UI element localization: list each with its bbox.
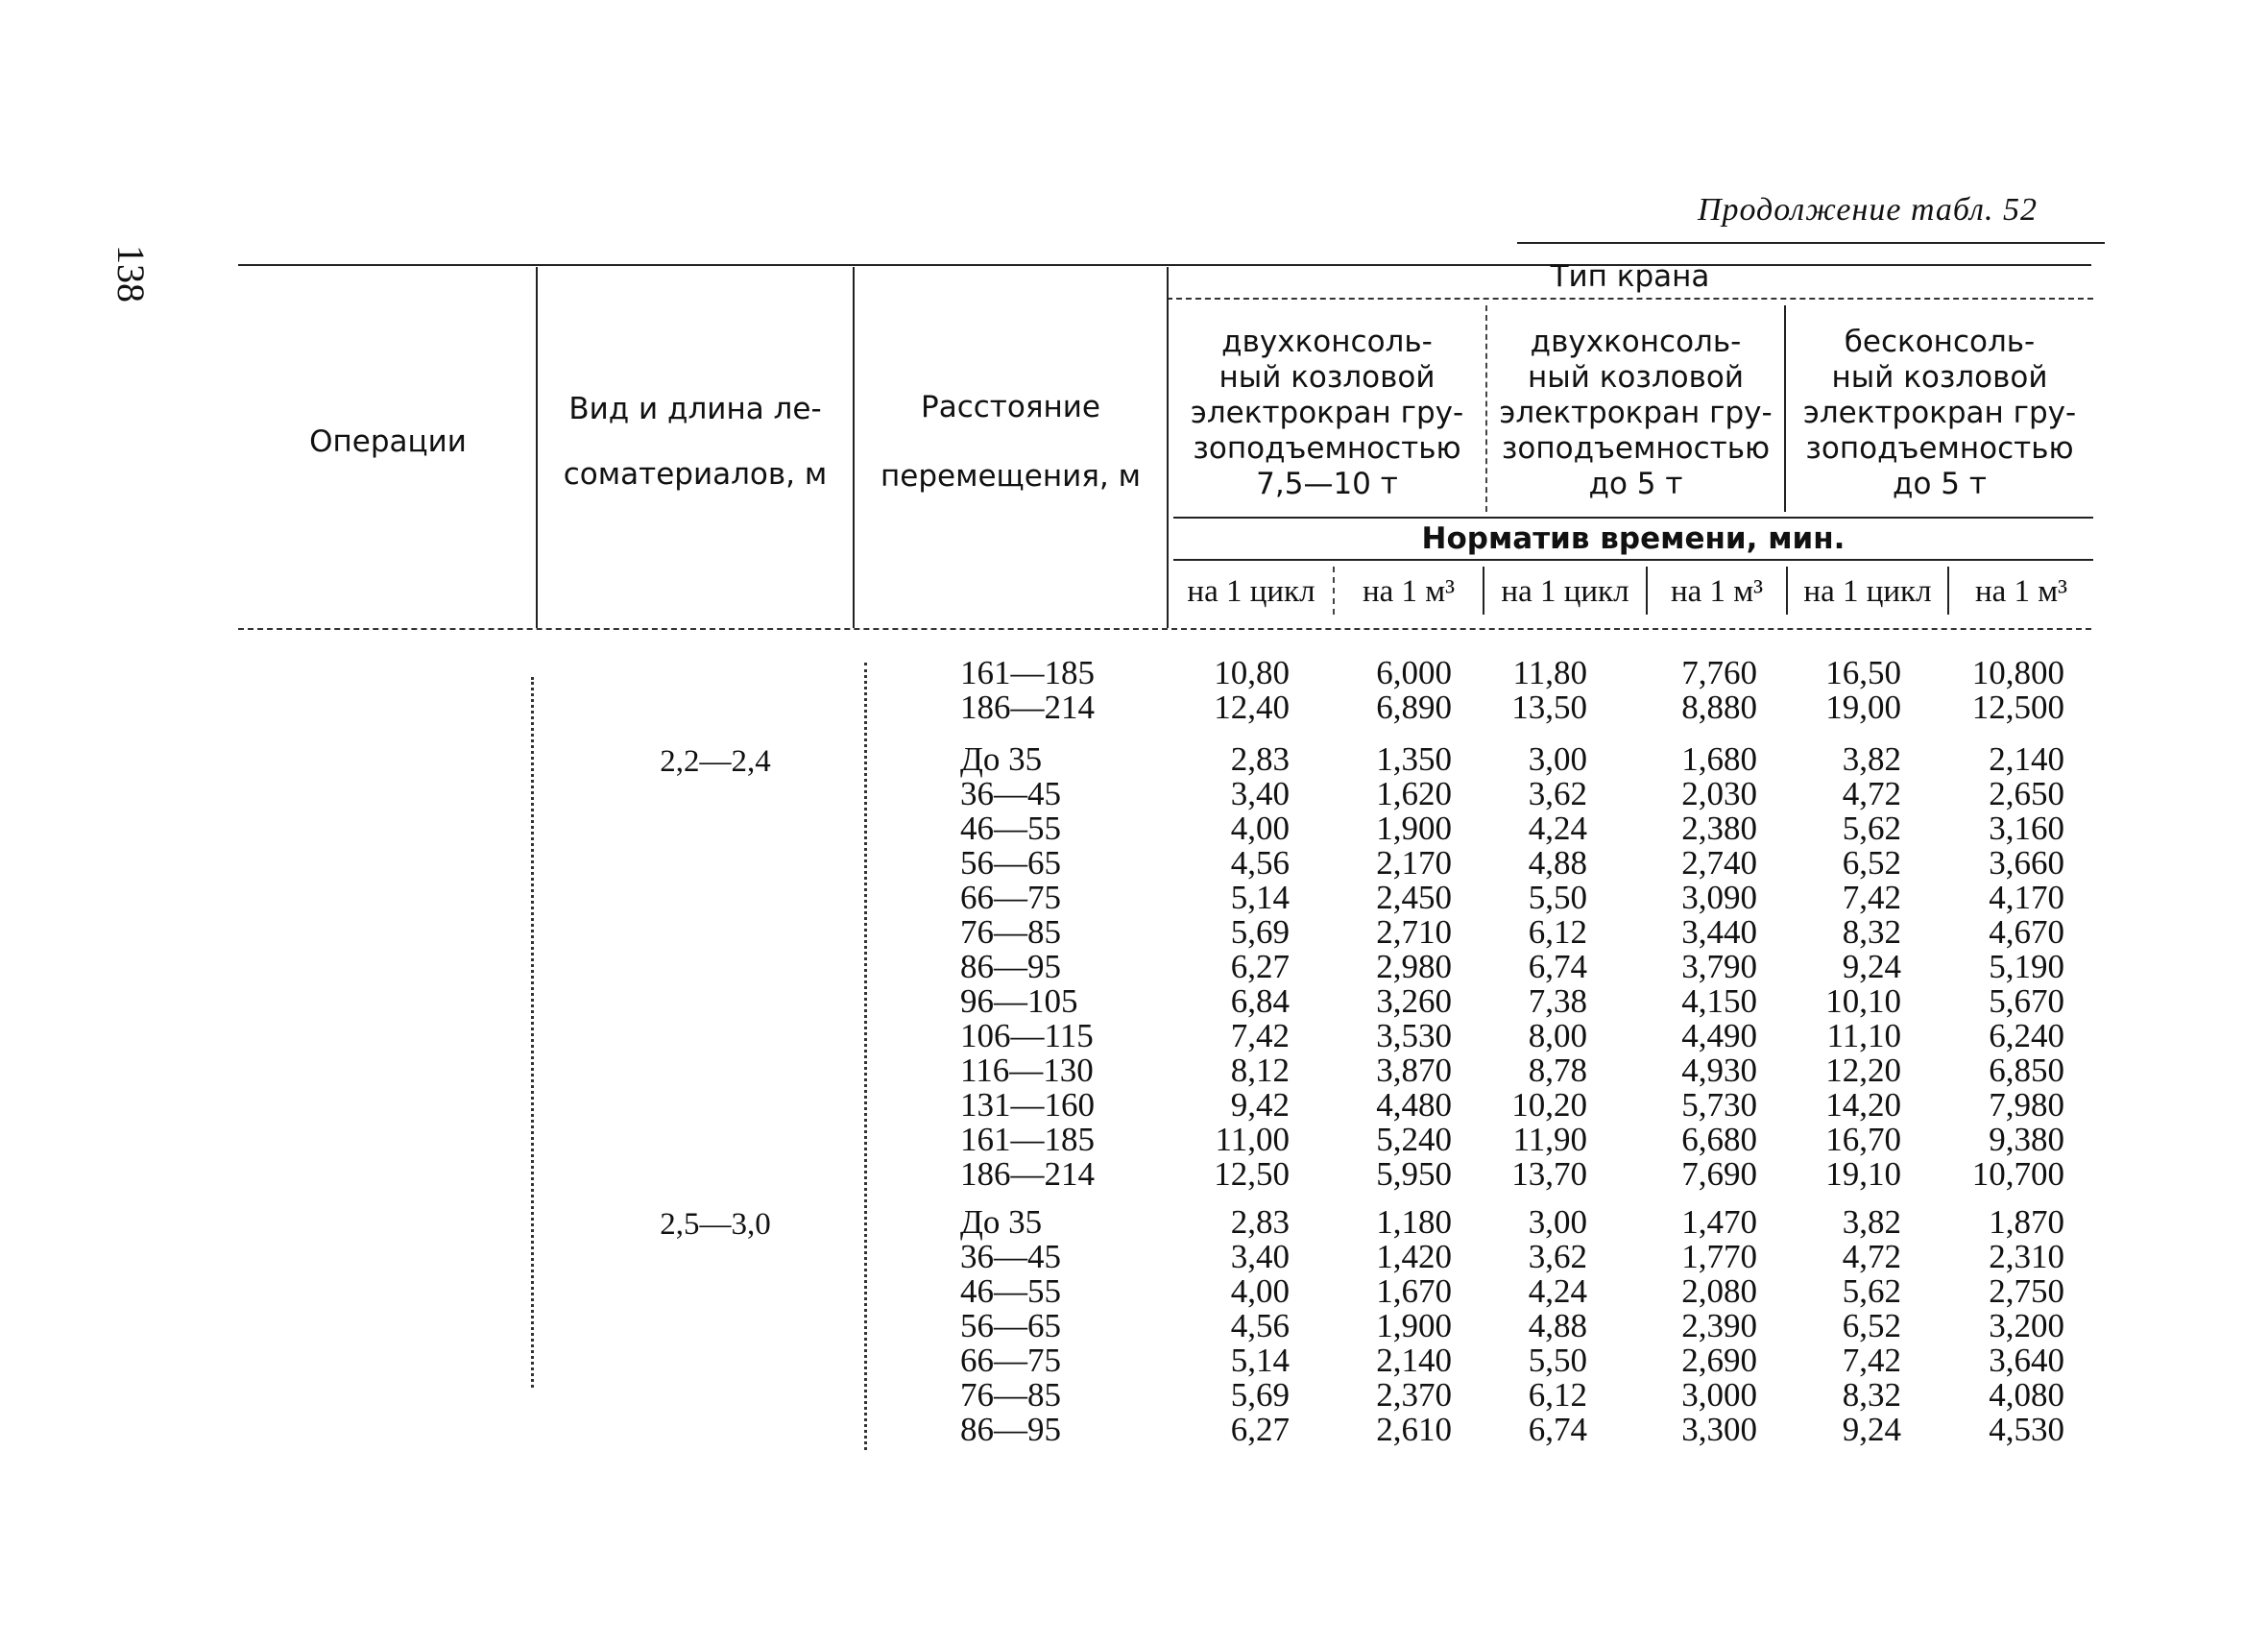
cell-m3-1: 2,370 bbox=[1376, 1376, 1452, 1414]
cell-m3-2: 1,770 bbox=[1681, 1238, 1757, 1275]
cell-cycle-1: 4,56 bbox=[1230, 1307, 1290, 1344]
cell-cycle-3: 4,72 bbox=[1842, 1238, 1901, 1275]
cell-m3-2: 3,300 bbox=[1681, 1411, 1757, 1448]
cell-cycle-2: 5,50 bbox=[1528, 879, 1587, 916]
cell-cycle-2: 6,74 bbox=[1528, 948, 1587, 985]
cell-cycle-1: 3,40 bbox=[1230, 775, 1290, 812]
cell-cycle-3: 7,42 bbox=[1842, 1342, 1901, 1379]
cell-cycle-3: 8,32 bbox=[1842, 1376, 1901, 1414]
cell-m3-3: 2,140 bbox=[1989, 740, 2064, 778]
cell-m3-3: 5,670 bbox=[1989, 982, 2064, 1020]
cell-cycle-1: 6,27 bbox=[1230, 1411, 1290, 1448]
header-operations: Операции bbox=[309, 423, 467, 459]
norm-bottom-rule bbox=[1173, 559, 2093, 561]
cell-cycle-1: 3,40 bbox=[1230, 1238, 1290, 1275]
cell-cycle-2: 4,24 bbox=[1528, 810, 1587, 847]
crane-type-rule bbox=[1167, 298, 2093, 300]
cell-cycle-2: 8,78 bbox=[1528, 1052, 1587, 1089]
cell-m3-1: 1,620 bbox=[1376, 775, 1452, 812]
cell-distance: 76—85 bbox=[960, 1376, 1061, 1414]
cell-m3-2: 1,470 bbox=[1681, 1203, 1757, 1241]
cell-distance: 56—65 bbox=[960, 844, 1061, 882]
header-cycle-1: на 1 цикл bbox=[1187, 573, 1315, 609]
cell-cycle-2: 8,00 bbox=[1528, 1017, 1587, 1054]
cell-m3-3: 4,080 bbox=[1989, 1376, 2064, 1414]
group-length-label: 2,2—2,4 bbox=[660, 744, 771, 779]
caption-rule bbox=[1517, 242, 2105, 244]
crane-1-line1: двухконсоль- bbox=[1221, 324, 1433, 359]
cell-cycle-3: 9,24 bbox=[1842, 948, 1901, 985]
cell-distance: До 35 bbox=[960, 740, 1043, 778]
header-material bbox=[538, 379, 853, 504]
cell-cycle-1: 12,40 bbox=[1214, 689, 1290, 726]
header-material-line1: Вид и длина ле- bbox=[568, 392, 822, 426]
header-distance-line1: Расстояние bbox=[921, 390, 1100, 424]
cell-cycle-1: 5,69 bbox=[1230, 913, 1290, 951]
norm-top-rule bbox=[1173, 517, 2093, 519]
cell-cycle-2: 6,12 bbox=[1528, 913, 1587, 951]
cell-m3-1: 2,710 bbox=[1376, 913, 1452, 951]
cell-m3-3: 4,530 bbox=[1989, 1411, 2064, 1448]
cell-m3-1: 6,890 bbox=[1376, 689, 1452, 726]
cell-cycle-2: 3,00 bbox=[1528, 740, 1587, 778]
cell-m3-1: 3,530 bbox=[1376, 1017, 1452, 1054]
cell-m3-1: 1,900 bbox=[1376, 810, 1452, 847]
header-m3-2: на 1 м³ bbox=[1670, 573, 1764, 609]
cell-m3-2: 8,880 bbox=[1681, 689, 1757, 726]
cell-m3-1: 1,670 bbox=[1376, 1272, 1452, 1310]
cell-m3-1: 4,480 bbox=[1376, 1086, 1452, 1124]
cell-cycle-1: 5,14 bbox=[1230, 879, 1290, 916]
cell-m3-1: 3,870 bbox=[1376, 1052, 1452, 1089]
cell-cycle-1: 6,84 bbox=[1230, 982, 1290, 1020]
cell-m3-2: 2,030 bbox=[1681, 775, 1757, 812]
cell-distance: 186—214 bbox=[960, 1155, 1095, 1193]
cell-cycle-1: 4,00 bbox=[1230, 810, 1290, 847]
cell-distance: 36—45 bbox=[960, 775, 1061, 812]
cell-distance: 131—160 bbox=[960, 1086, 1095, 1124]
cell-cycle-3: 7,42 bbox=[1842, 879, 1901, 916]
cell-cycle-2: 5,50 bbox=[1528, 1342, 1587, 1379]
cell-cycle-2: 7,38 bbox=[1528, 982, 1587, 1020]
crane-3-line4: зоподъемностью bbox=[1805, 430, 2074, 466]
cell-distance: 96—105 bbox=[960, 982, 1078, 1020]
crane-1-line3: электрокран гру- bbox=[1190, 395, 1464, 430]
header-bottom-rule bbox=[238, 628, 2091, 630]
cell-cycle-1: 2,83 bbox=[1230, 1203, 1290, 1241]
cell-cycle-1: 4,00 bbox=[1230, 1272, 1290, 1310]
body-divider-2 bbox=[864, 663, 867, 1450]
cell-cycle-3: 14,20 bbox=[1825, 1086, 1901, 1124]
cell-distance: 46—55 bbox=[960, 1272, 1061, 1310]
cell-m3-2: 4,930 bbox=[1681, 1052, 1757, 1089]
header-material-line2: соматериалов, м bbox=[563, 457, 828, 492]
cell-cycle-2: 11,90 bbox=[1512, 1121, 1587, 1158]
cell-cycle-1: 7,42 bbox=[1230, 1017, 1290, 1054]
cell-cycle-3: 10,10 bbox=[1825, 982, 1901, 1020]
cell-cycle-2: 10,20 bbox=[1511, 1086, 1587, 1124]
header-m3-1: на 1 м³ bbox=[1362, 573, 1456, 609]
cell-m3-3: 3,640 bbox=[1989, 1342, 2064, 1379]
cell-m3-1: 2,170 bbox=[1376, 844, 1452, 882]
cell-m3-3: 10,700 bbox=[1971, 1155, 2064, 1193]
crane-2-line1: двухконсоль- bbox=[1530, 324, 1742, 359]
cell-cycle-3: 6,52 bbox=[1842, 1307, 1901, 1344]
header-cycle-3: на 1 цикл bbox=[1803, 573, 1932, 609]
header-crane-type: Тип крана bbox=[1550, 258, 1710, 294]
cell-cycle-3: 4,72 bbox=[1842, 775, 1901, 812]
cell-cycle-3: 16,50 bbox=[1825, 654, 1901, 691]
cell-cycle-3: 6,52 bbox=[1842, 844, 1901, 882]
cell-m3-3: 2,750 bbox=[1989, 1272, 2064, 1310]
cell-cycle-2: 3,62 bbox=[1528, 775, 1587, 812]
cell-cycle-3: 3,82 bbox=[1842, 740, 1901, 778]
cell-cycle-3: 8,32 bbox=[1842, 913, 1901, 951]
cell-m3-1: 1,900 bbox=[1376, 1307, 1452, 1344]
cell-cycle-2: 13,70 bbox=[1511, 1155, 1587, 1193]
cell-distance: 46—55 bbox=[960, 810, 1061, 847]
cell-m3-3: 12,500 bbox=[1971, 689, 2064, 726]
cell-m3-3: 3,200 bbox=[1989, 1307, 2064, 1344]
header-crane-2 bbox=[1487, 322, 1784, 504]
cell-m3-3: 6,240 bbox=[1989, 1017, 2064, 1054]
crane-3-line2: ный козловой bbox=[1831, 359, 2048, 395]
crane-2-line3: электрокран гру- bbox=[1499, 395, 1773, 430]
cell-cycle-2: 6,12 bbox=[1528, 1376, 1587, 1414]
cell-cycle-1: 8,12 bbox=[1230, 1052, 1290, 1089]
cell-m3-2: 3,790 bbox=[1681, 948, 1757, 985]
cell-m3-1: 2,450 bbox=[1376, 879, 1452, 916]
cell-m3-2: 7,760 bbox=[1681, 654, 1757, 691]
cell-distance: 161—185 bbox=[960, 654, 1095, 691]
cell-cycle-3: 12,20 bbox=[1825, 1052, 1901, 1089]
cell-cycle-3: 5,62 bbox=[1842, 810, 1901, 847]
cell-m3-2: 2,080 bbox=[1681, 1272, 1757, 1310]
body-divider-1 bbox=[531, 677, 534, 1388]
cell-cycle-1: 5,14 bbox=[1230, 1342, 1290, 1379]
cell-cycle-1: 9,42 bbox=[1230, 1086, 1290, 1124]
cell-cycle-1: 11,00 bbox=[1215, 1121, 1290, 1158]
cell-m3-1: 1,180 bbox=[1376, 1203, 1452, 1241]
cell-m3-2: 2,380 bbox=[1681, 810, 1757, 847]
header-norm: Норматив времени, мин. bbox=[1421, 520, 1846, 556]
cell-distance: 86—95 bbox=[960, 948, 1061, 985]
group-length-label: 2,5—3,0 bbox=[660, 1207, 771, 1242]
cell-m3-3: 2,650 bbox=[1989, 775, 2064, 812]
cell-m3-2: 7,690 bbox=[1681, 1155, 1757, 1193]
cell-m3-2: 2,740 bbox=[1681, 844, 1757, 882]
cell-cycle-3: 3,82 bbox=[1842, 1203, 1901, 1241]
cell-cycle-2: 6,74 bbox=[1528, 1411, 1587, 1448]
cell-cycle-2: 3,62 bbox=[1528, 1238, 1587, 1275]
crane-3-line3: электрокран гру- bbox=[1802, 395, 2077, 430]
cell-m3-1: 1,420 bbox=[1376, 1238, 1452, 1275]
cell-cycle-2: 4,88 bbox=[1528, 844, 1587, 882]
cell-m3-1: 2,980 bbox=[1376, 948, 1452, 985]
crane-3-line1: бесконсоль- bbox=[1844, 324, 2036, 359]
cell-cycle-2: 4,24 bbox=[1528, 1272, 1587, 1310]
cell-cycle-1: 6,27 bbox=[1230, 948, 1290, 985]
page-number: 138 bbox=[109, 245, 153, 302]
crane-1-line5: 7,5—10 т bbox=[1256, 466, 1398, 501]
header-m3-3: на 1 м³ bbox=[1974, 573, 2068, 609]
cell-m3-1: 2,140 bbox=[1376, 1342, 1452, 1379]
cell-distance: 36—45 bbox=[960, 1238, 1061, 1275]
cell-m3-3: 9,380 bbox=[1989, 1121, 2064, 1158]
cell-m3-2: 4,490 bbox=[1681, 1017, 1757, 1054]
cell-cycle-1: 12,50 bbox=[1214, 1155, 1290, 1193]
cell-m3-2: 2,690 bbox=[1681, 1342, 1757, 1379]
cell-distance: 106—115 bbox=[960, 1017, 1094, 1054]
cell-m3-2: 4,150 bbox=[1681, 982, 1757, 1020]
cell-m3-1: 5,950 bbox=[1376, 1155, 1452, 1193]
cell-m3-2: 3,090 bbox=[1681, 879, 1757, 916]
cell-m3-3: 6,850 bbox=[1989, 1052, 2064, 1089]
cell-cycle-2: 3,00 bbox=[1528, 1203, 1587, 1241]
header-distance-line2: перемещения, м bbox=[881, 459, 1141, 494]
cell-distance: 116—130 bbox=[960, 1052, 1094, 1089]
cell-cycle-1: 10,80 bbox=[1214, 654, 1290, 691]
header-crane-3 bbox=[1786, 322, 2093, 504]
cell-cycle-3: 9,24 bbox=[1842, 1411, 1901, 1448]
cell-m3-3: 2,310 bbox=[1989, 1238, 2064, 1275]
cell-m3-2: 3,000 bbox=[1681, 1376, 1757, 1414]
cell-m3-3: 4,670 bbox=[1989, 913, 2064, 951]
cell-distance: 86—95 bbox=[960, 1411, 1061, 1448]
cell-cycle-2: 4,88 bbox=[1528, 1307, 1587, 1344]
cell-distance: 161—185 bbox=[960, 1121, 1095, 1158]
cell-m3-3: 10,800 bbox=[1971, 654, 2064, 691]
table-caption: Продолжение табл. 52 bbox=[1697, 192, 2038, 228]
cell-m3-3: 3,160 bbox=[1989, 810, 2064, 847]
header-cycle-2: на 1 цикл bbox=[1501, 573, 1629, 609]
cell-m3-3: 7,980 bbox=[1989, 1086, 2064, 1124]
crane-1-line2: ный козловой bbox=[1218, 359, 1436, 395]
cell-m3-2: 3,440 bbox=[1681, 913, 1757, 951]
crane-2-line2: ный козловой bbox=[1527, 359, 1745, 395]
cell-distance: 186—214 bbox=[960, 689, 1095, 726]
cell-m3-2: 1,680 bbox=[1681, 740, 1757, 778]
cell-m3-2: 2,390 bbox=[1681, 1307, 1757, 1344]
cell-cycle-3: 5,62 bbox=[1842, 1272, 1901, 1310]
cell-distance: 56—65 bbox=[960, 1307, 1061, 1344]
cell-cycle-3: 11,10 bbox=[1826, 1017, 1901, 1054]
header-crane-1 bbox=[1169, 322, 1485, 504]
cell-m3-1: 5,240 bbox=[1376, 1121, 1452, 1158]
cell-m3-2: 6,680 bbox=[1681, 1121, 1757, 1158]
cell-cycle-1: 5,69 bbox=[1230, 1376, 1290, 1414]
crane-1-line4: зоподъемностью bbox=[1193, 430, 1461, 466]
cell-cycle-3: 19,00 bbox=[1825, 689, 1901, 726]
crane-2-line4: зоподъемностью bbox=[1501, 430, 1771, 466]
cell-distance: 66—75 bbox=[960, 1342, 1061, 1379]
cell-distance: 76—85 bbox=[960, 913, 1061, 951]
cell-cycle-2: 13,50 bbox=[1511, 689, 1587, 726]
cell-cycle-2: 11,80 bbox=[1512, 654, 1587, 691]
cell-m3-3: 1,870 bbox=[1989, 1203, 2064, 1241]
cell-cycle-1: 4,56 bbox=[1230, 844, 1290, 882]
header-distance bbox=[855, 375, 1167, 509]
cell-distance: 66—75 bbox=[960, 879, 1061, 916]
cell-m3-1: 1,350 bbox=[1376, 740, 1452, 778]
cell-m3-1: 6,000 bbox=[1376, 654, 1452, 691]
cell-m3-1: 2,610 bbox=[1376, 1411, 1452, 1448]
cell-m3-3: 5,190 bbox=[1989, 948, 2064, 985]
cell-cycle-1: 2,83 bbox=[1230, 740, 1290, 778]
crane-3-line5: до 5 т bbox=[1893, 466, 1987, 501]
cell-distance: До 35 bbox=[960, 1203, 1043, 1241]
cell-m3-1: 3,260 bbox=[1376, 982, 1452, 1020]
crane-2-line5: до 5 т bbox=[1588, 466, 1683, 501]
cell-cycle-3: 16,70 bbox=[1825, 1121, 1901, 1158]
cell-cycle-3: 19,10 bbox=[1825, 1155, 1901, 1193]
cell-m3-3: 4,170 bbox=[1989, 879, 2064, 916]
cell-m3-3: 3,660 bbox=[1989, 844, 2064, 882]
cell-m3-2: 5,730 bbox=[1681, 1086, 1757, 1124]
